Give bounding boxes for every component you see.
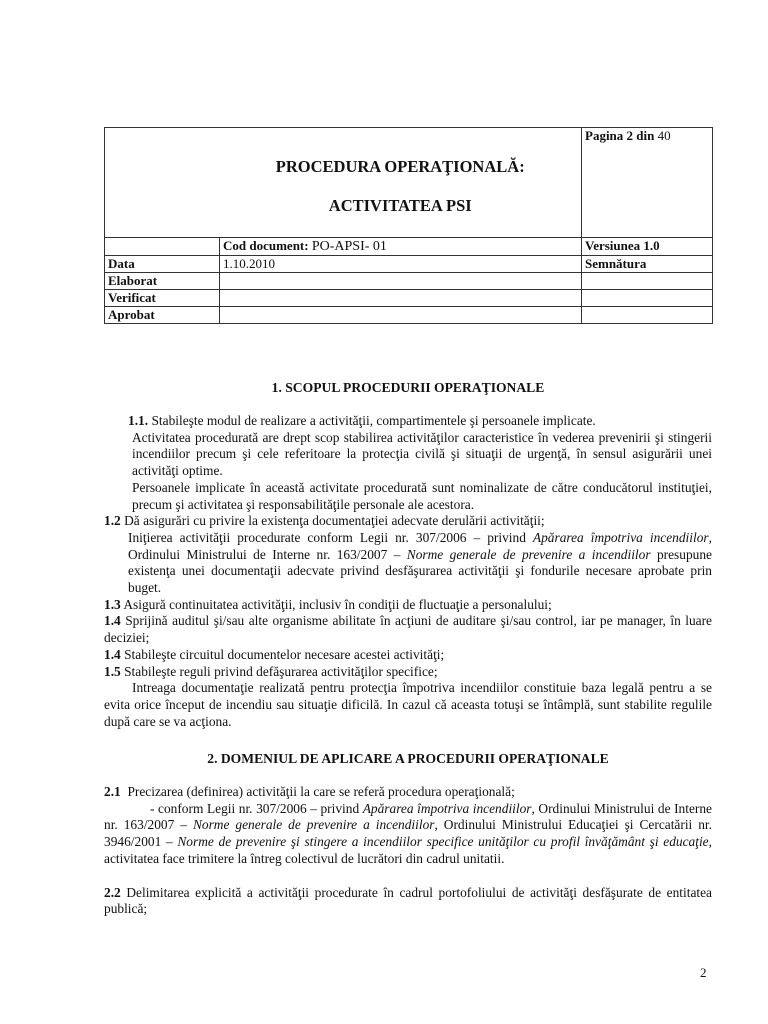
page-number: 2 [700,965,707,980]
section-2-heading: 2. DOMENIUL DE APLICARE A PROCEDURII OPERAŢIONALE [207,751,609,766]
section-1 [104,380,712,730]
data-value: 1.10.2010 [220,256,582,273]
para-1-2: 1.2 Dă asigurări cu privire la existenţa documentaţiei adecvate derulării activităţii; [104,513,545,529]
cod-document-cell [220,238,582,256]
para-2-1-b: - conform Legii nr. 307/2006 – privind Apărarea împotriva incendiilor, Ordinului Ministrului de Interne nr. 163/2007 – Norme generale de prevenire a incendiilor, Ordinului Ministrului Educaţiei şi Cercatării nr. 3946/2001 – Norme de prevenire şi stingere a incendiilor specifice unităţilor cu profil învăţământ şi educaţie, activitatea face trimitere la întreg colectivul de lucrători din cadrul unitatii. [104,800,712,866]
page-cell [582,128,713,238]
activity-title: ACTIVITATEA PSI [328,195,472,215]
document-header-table [104,127,713,324]
cod-value: PO-APSI- 01 [311,239,387,254]
data-label: Data [105,256,220,273]
aprobat-label: Aprobat [105,307,220,324]
para-1-5: 1.5 Stabileşte reguli privind defăşurarea activităţilor specifice; [104,663,438,679]
para-1-4: 1.4 Sprijină auditul şi/sau alte organisme abilitate în acţiuni de auditare şi/sau control, iar pe manager, în luare deciziei; [104,613,712,646]
para-1-1: 1.1. Stabileşte modul de realizare a activităţii, compartimentele şi persoanele implicate. [128,413,596,428]
cod-label: Cod document: [223,238,309,253]
para-1-1-c: Persoanele implicate în această activitate procedurată sunt nominalizate de către conducătorul instituţiei, precum şi activitatea şi responsabilităţile personale ale acestora. [132,479,712,512]
header-blank-cell [105,128,220,238]
verificat-label: Verificat [105,290,220,307]
section-2 [104,751,712,918]
para-1-2-b: Iniţierea activităţii procedurate conform Legii nr. 307/2006 – privind Apărarea împotriva incendiilor, Ordinului Ministrului de Interne nr. 163/2007 – Norme generale de prevenire a incendiilor presupune existenţa unei documentaţii adecvate privind desfăşurarea activităţii şi fondurile necesare aprobate prin buget. [128,529,712,596]
page-label: Pagina 2 din [585,128,655,143]
elaborat-label: Elaborat [105,273,220,290]
title-cell [220,128,582,238]
section-1-heading: 1. SCOPUL PROCEDURII OPERAŢIONALE [271,380,545,395]
procedure-title: PROCEDURA OPERAŢIONALĂ: [275,156,525,176]
para-1-6: Intreaga documentaţie realizată pentru protecţia împotriva incendiilor constituie baza legală pentru a se evita orice început de incendiu sau situaţie dificilă. In cazul că aceasta totuşi se întâmplă, sunt stabilite regulile după care se va acţiona. [104,680,712,729]
para-2-1: 2.1 Precizarea (definirea) activităţii la care se referă procedura operaţională; [104,784,515,799]
para-1-1-b: Activitatea procedurată are drept scop stabilirea activităţilor caracteristice în vederea prevenirii şi stingerii incendiilor precum şi cele referitoare la protecţia civilă şi situaţii de urgenţă, în sensul asigurării unei activităţi optime. [132,429,712,479]
para-1-4-b: 1.4 Stabileşte circuitul documentelor necesare acestei activităţi; [104,646,445,662]
version: Versiunea 1.0 [582,238,713,256]
semnatura-label: Semnătura [582,256,713,273]
para-1-3: 1.3 Asigură continuitatea activităţii, inclusiv în condiţii de fluctuaţie a personalului; [104,596,552,612]
para-2-2: 2.2 Delimitarea explicită a activităţii procedurate în cadrul portofoliului de activităţi desfăşurate de entitatea publică; [104,884,712,917]
page-total: 40 [657,128,671,143]
